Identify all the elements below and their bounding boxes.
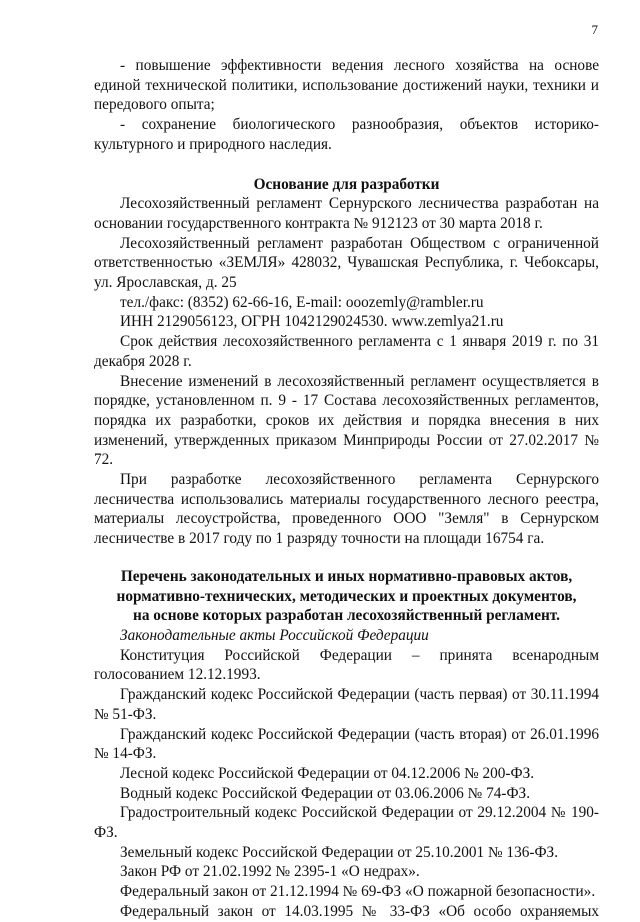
section-heading: Основание для разработки [253, 175, 440, 193]
law-item: Федеральный закон от 21.12.1994 № 69-ФЗ «О пожарной безопасности». [120, 883, 596, 901]
law-item: Федеральный закон от 14.03.1995 № 33-ФЗ «Об особо охраняемых [120, 902, 599, 920]
body-paragraph: Внесение изменений в лесохозяйственный регламент осуществляется в порядке, установленном п. 9 - 17 Состава лесохозяйственных регламентов, порядка их разработки, сроков их действия и порядка внесения в них изменений, утвержденных приказом Минприроды России от 27.02.2017 № 72. [94, 372, 599, 469]
body-paragraph: При разработке лесохозяйственного регламента Сернурского лесничества использовались материалы государственного лесного реестра, материалы лесоустройства, проведенного ООО "Земля" в Сернурском лесничестве в 2017 году по 1 разряду точности на площади 16754 га. [94, 471, 599, 548]
bullet-paragraph: - сохранение биологического разнообразия, объектов историко-культурного и природного наследия. [94, 116, 599, 153]
law-item: Гражданский кодекс Российской Федерации (часть вторая) от 26.01.1996 № 14-ФЗ. [94, 725, 599, 763]
law-item: Лесной кодекс Российской Федерации от 04.12.2006 № 200-ФЗ. [120, 764, 535, 782]
bullet-paragraph: - повышение эффективности ведения лесного хозяйства на основе единой технической политики, использование достижений науки, техники и передового опыта; [94, 57, 599, 114]
law-item: Земельный кодекс Российской Федерации от 25.10.2001 № 136-ФЗ. [120, 843, 559, 861]
section-subtitle: Законодательные акты Российской Федерации [120, 626, 429, 644]
law-item: Конституция Российской Федерации – принята всенародным голосованием 12.12.1993. [94, 646, 599, 684]
body-paragraph: Срок действия лесохозяйственного регламента с 1 января 2019 г. по 31 декабря 2028 г. [94, 333, 599, 370]
body-paragraph: Лесохозяйственный регламент разработан Обществом с ограниченной ответственностью «ЗЕМЛЯ» 428032, Чувашская Республика, г. Чебоксары, ул. Ярославская, д. 25 [94, 234, 599, 292]
section-heading: Перечень законодательных и иных нормативно-правовых актов, нормативно-технических, методических и проектных документов, на основе которых разработан лесохозяйственный регламент. [116, 567, 577, 625]
law-item: Градостроительный кодекс Российской Федерации от 29.12.2004 № 190-ФЗ. [94, 804, 599, 842]
body-paragraph: Лесохозяйственный регламент Сернурского лесничества разработан на основании государственного контракта № 912123 от 30 марта 2018 г. [94, 195, 599, 232]
contact-line: тел./факс: (8352) 62-66-16, E-mail: ooozemly@rambler.ru [120, 293, 484, 311]
contact-line: ИНН 2129056123, ОГРН 1042129024530. www.zemlya21.ru [120, 313, 504, 331]
law-item: Закон РФ от 21.02.1992 № 2395-1 «О недрах». [120, 863, 420, 881]
page-number: 7 [591, 22, 598, 37]
law-item: Водный кодекс Российской Федерации от 03.06.2006 № 74-ФЗ. [120, 784, 531, 802]
page-content [94, 56, 599, 922]
law-item: Гражданский кодекс Российской Федерации (часть первая) от 30.11.1994 № 51-ФЗ. [94, 686, 599, 723]
